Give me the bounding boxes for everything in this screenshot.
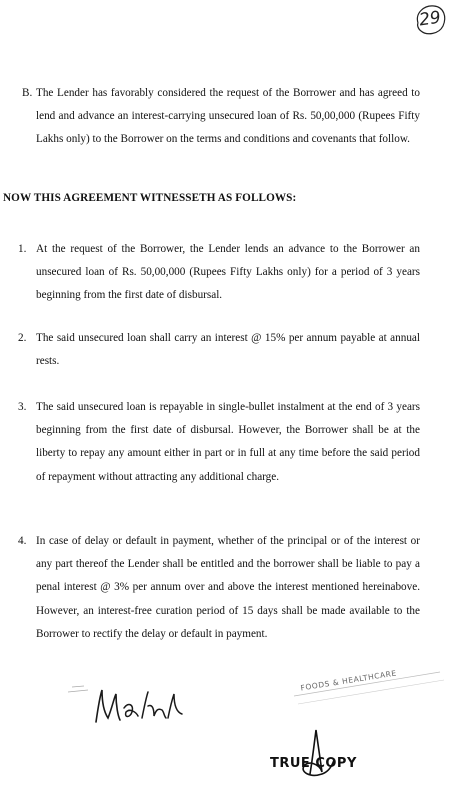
true-copy-label: TRUE COPY [270, 756, 357, 771]
clause-2-marker: 2. [18, 332, 27, 344]
page-number [412, 3, 448, 37]
page-number-text: 29 [417, 7, 443, 31]
clause-1-text: At the request of the Borrower, the Lender lends an advance to the Borrower an unsecured loan of Rs. 50,00,000 (Rupees Fifty Lakhs only) for a period of 3 years beginning from the first date of disbursal. [36, 243, 420, 302]
borrower-signature [58, 678, 198, 738]
clause-1-marker: 1. [18, 243, 27, 255]
signature-scribble [58, 678, 198, 738]
agreement-heading: NOW THIS AGREEMENT WITNESSETH AS FOLLOWS: [3, 192, 297, 204]
clause-2-text: The said unsecured loan shall carry an interest @ 15% per annum payable at annual rests. [36, 332, 420, 368]
true-copy-signature [270, 724, 380, 782]
clause-3-marker: 3. [18, 401, 27, 413]
company-stamp [290, 668, 450, 708]
intro-clause-text: The Lender has favorably considered the request of the Borrower and has agreed to lend and advance an interest-carrying unsecured loan of Rs. 50,00,000 (Rupees Fifty Lakhs only) to the Borrower on the terms and conditions and covenants that follow. [36, 87, 420, 146]
clause-4-text: In case of delay or default in payment, whether of the principal or of the interest or any part thereof the Lender shall be entitled and the borrower shall be liable to pay a penal interest @ 3% per annum over and above the interest mentioned hereinabove. However, an interest-free curation period of 15 days shall be made available to the Borrower to rectify the delay or default in payment. [36, 535, 420, 640]
true-copy-stamp [270, 724, 380, 782]
clause-4-marker: 4. [18, 535, 27, 547]
clause-3-text: The said unsecured loan is repayable in single-bullet instalment at the end of 3 years beginning from the first date of disbursal. However, the Borrower shall be at the liberty to repay any amount either in part or in full at any time before the said period of repayment without attracting any additional charge. [36, 401, 420, 483]
intro-clause-marker: B. [22, 87, 33, 99]
stamp-text: FOODS & HEALTHCARE [299, 668, 398, 693]
